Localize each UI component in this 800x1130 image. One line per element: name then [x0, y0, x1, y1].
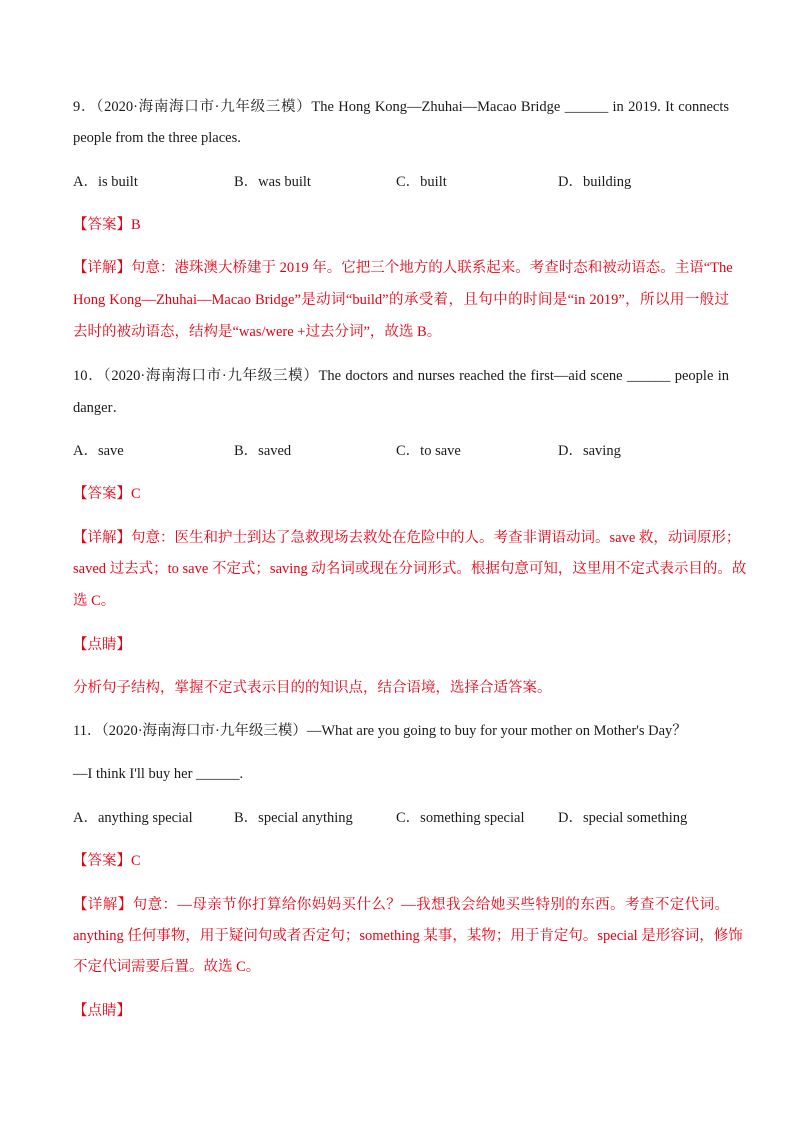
question-11-option-c: C．something special	[396, 810, 525, 826]
question-9-option-c: C．built	[396, 174, 447, 190]
question-10-option-d: D．saving	[558, 443, 621, 459]
question-10-options	[73, 441, 729, 461]
question-11-answer: 【答案】C	[73, 853, 141, 869]
question-11-option-d: D．special something	[558, 810, 688, 826]
question-11-options	[73, 808, 729, 828]
question-10-detail-line-2: saved 过去式；to save 不定式；saving 动名词或现在分词形式。根据句意可知，这里用不定式表示目的。故	[73, 561, 747, 577]
question-10-stem-line-2: danger．	[73, 400, 127, 416]
question-11-stem-line-1: 11．（2020·海南海口市·九年级三模）—What are you going to buy for your mother on Mother's Day？	[73, 723, 687, 739]
question-10-option-b: B．saved	[234, 443, 292, 459]
question-10-option-a: A．save	[73, 443, 124, 459]
question-9-option-d: D．building	[558, 174, 632, 190]
question-9-answer: 【答案】B	[73, 217, 141, 233]
question-9-stem-line-2: people from the three places.	[73, 130, 241, 146]
question-9-detail-line-2: Hong Kong—Zhuhai—Macao Bridge”是动词“build”的承受着，且句中的时间是“in 2019”，所以用一般过	[73, 292, 729, 308]
question-11-detail-line-2: anything 任何事物，用于疑问句或者否定句；something 某事，某物；用于肯定句。special 是形容词，修饰	[73, 928, 743, 944]
question-11-detail-line-1: 【详解】句意：—母亲节你打算给你妈妈买什么？—我想我会给她买些特别的东西。考查不定代词。	[73, 897, 729, 913]
question-9-option-a: A．is built	[73, 174, 138, 190]
question-10-option-c: C．to save	[396, 443, 461, 459]
question-11-option-b: B．special anything	[234, 810, 353, 826]
question-10-detail-line-3: 选 C。	[73, 593, 116, 609]
question-9-stem-line-1: 9．（2020·海南海口市·九年级三模）The Hong Kong—Zhuhai—Macao Bridge ______ in 2019. It connects	[73, 99, 729, 115]
question-9-detail-line-3: 去时的被动语态，结构是“was/were +过去分词”，故选 B。	[73, 324, 442, 340]
question-11-option-a: A．anything special	[73, 810, 193, 826]
question-10-answer: 【答案】C	[73, 486, 141, 502]
question-10-dianjing-text: 分析句子结构，掌握不定式表示目的的知识点，结合语境，选择合适答案。	[73, 680, 552, 696]
question-9-detail-line-1: 【详解】句意：港珠澳大桥建于 2019 年。它把三个地方的人联系起来。考查时态和被动语态。主语“The	[73, 260, 733, 276]
question-9-options	[73, 172, 729, 192]
question-10-detail-line-1: 【详解】句意：医生和护士到达了急救现场去救处在危险中的人。考查非谓语动词。save 救，动词原形；	[73, 530, 741, 546]
question-10-stem-line-1: 10．（2020·海南海口市·九年级三模）The doctors and nurses reached the first—aid scene ______ people in	[73, 368, 729, 384]
question-10-dianjing-label: 【点睛】	[73, 637, 131, 653]
question-11-detail-line-3: 不定代词需要后置。故选 C。	[73, 959, 261, 975]
question-11-dianjing-label: 【点睛】	[73, 1003, 131, 1019]
question-9-option-b: B．was built	[234, 174, 311, 190]
question-11-stem-line-2: —I think I'll buy her ______.	[73, 766, 244, 782]
